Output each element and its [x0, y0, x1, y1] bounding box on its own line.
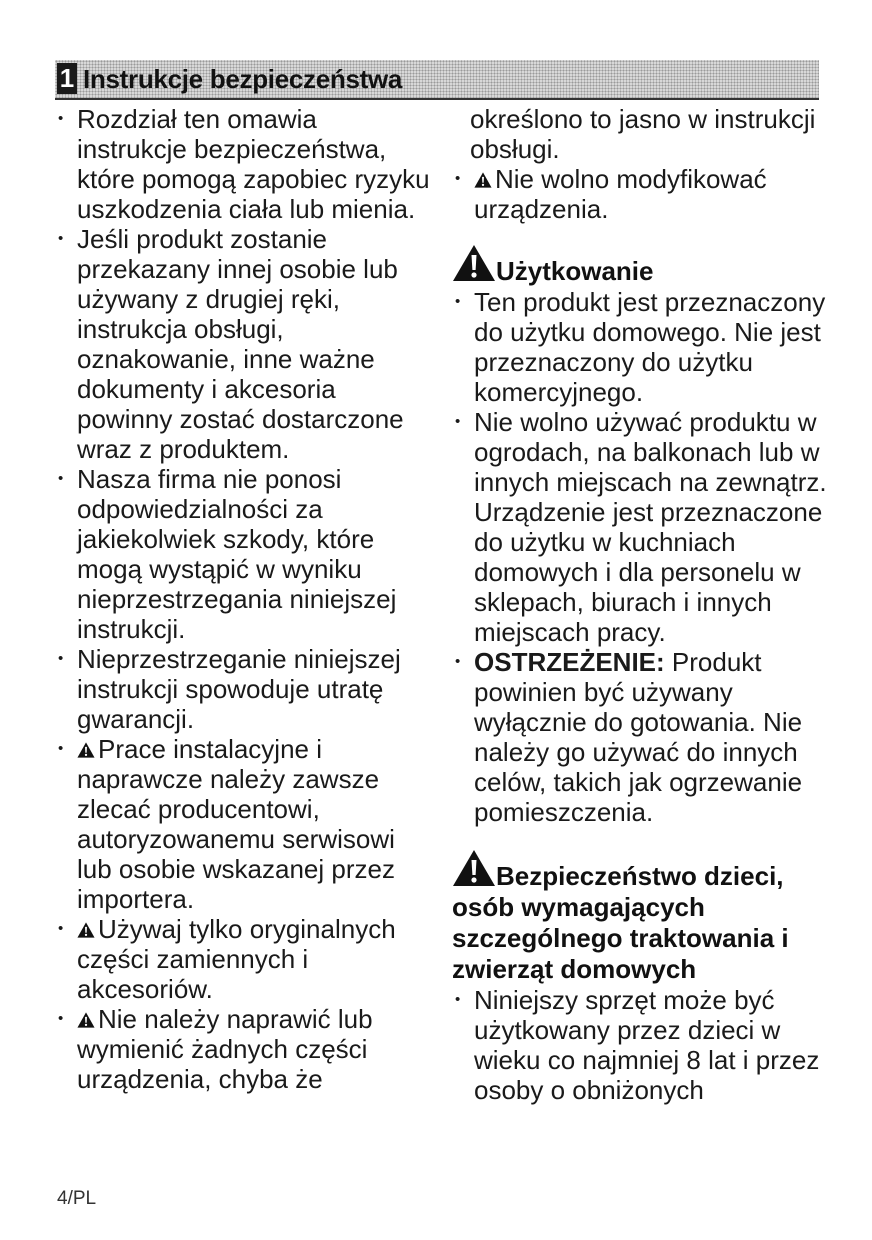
usage-bullet-list [452, 287, 832, 827]
list-item [55, 914, 430, 1004]
list-item-text: Nie wolno używać produktu w ogrodach, na balkonach lub w innych miejscach na zewnątrz. Urządzenie jest przeznaczone do użytku w kuchniach domowych i dla personelu w sklepach, biurach i innych miejscach pracy. [474, 407, 827, 647]
warning-triangle-icon [77, 915, 95, 933]
right-top-bullet-list [452, 164, 832, 224]
warning-triangle-icon [452, 244, 496, 282]
chapter-number: 1 [57, 63, 77, 94]
children-safety-heading [452, 849, 832, 985]
right-column [452, 104, 832, 1105]
list-item-text: Produkt powinien być używany wyłącznie do gotowania. Nie należy go używać do innych celów, takich jak ogrzewanie pomieszczenia. [474, 647, 803, 827]
usage-heading-text: Użytkowanie [496, 256, 654, 286]
warning-triangle-icon [77, 735, 95, 753]
list-item [452, 407, 832, 647]
list-item [452, 164, 832, 224]
left-column [55, 104, 430, 1094]
list-item-text: Jeśli produkt zostanie przekazany innej osobie lub używany z drugiej ręki, instrukcja obsługi, oznakowanie, inne ważne dokumenty i akcesoria powinny zostać dostarczone wraz z produktem. [77, 224, 404, 464]
warning-triangle-icon [474, 165, 492, 183]
list-item [452, 985, 832, 1105]
list-item [55, 644, 430, 734]
continued-text: określono to jasno w instrukcji obsługi. [470, 104, 816, 164]
list-item-text: Nie należy naprawić lub wymienić żadnych części urządzenia, chyba że [77, 1004, 373, 1094]
list-item [55, 224, 430, 464]
section-header [55, 60, 819, 100]
list-item-text: Nie wolno modyfikować urządzenia. [474, 164, 767, 224]
list-item [452, 647, 832, 827]
usage-heading [452, 244, 832, 287]
section-title: Instrukcje bezpieczeństwa [83, 64, 403, 94]
children-safety-heading-text: Bezpieczeństwo dzieci, osób wymagających szczególnego traktowania i zwierząt domowych [452, 861, 789, 984]
list-item-text: Rozdział ten omawia instrukcje bezpieczeństwa, które pomogą zapobiec ryzyku uszkodzenia ciała lub mienia. [77, 104, 430, 224]
list-item-text: Używaj tylko oryginalnych części zamiennych i akcesoriów. [77, 914, 396, 1004]
list-item [452, 287, 832, 407]
warning-label: OSTRZEŻENIE: [474, 647, 665, 677]
list-item-text: Niniejszy sprzęt może być użytkowany przez dzieci w wieku co najmniej 8 lat i przez osoby o obniżonych [474, 985, 820, 1105]
warning-triangle-icon [77, 1005, 95, 1023]
list-item-text: Nieprzestrzeganie niniejszej instrukcji spowoduje utratę gwarancji. [77, 644, 401, 734]
list-item [55, 104, 430, 224]
children-bullet-list [452, 985, 832, 1105]
list-item-text: Nasza firma nie ponosi odpowiedzialności za jakiekolwiek szkody, które mogą wystąpić w wyniku nieprzestrzegania niniejszej instrukcji. [77, 464, 397, 644]
list-item-text: Prace instalacyjne i naprawcze należy zawsze zlecać producentowi, autoryzowanemu serwisowi lub osobie wskazanej przez importera. [77, 734, 395, 914]
warning-triangle-icon [452, 849, 496, 887]
page-number: 4/PL [57, 1188, 97, 1209]
list-item [55, 464, 430, 644]
left-bullet-list [55, 104, 430, 1094]
list-item [55, 1004, 430, 1094]
list-item [55, 734, 430, 914]
list-item-text: Ten produkt jest przeznaczony do użytku domowego. Nie jest przeznaczony do użytku komercyjnego. [474, 287, 826, 407]
